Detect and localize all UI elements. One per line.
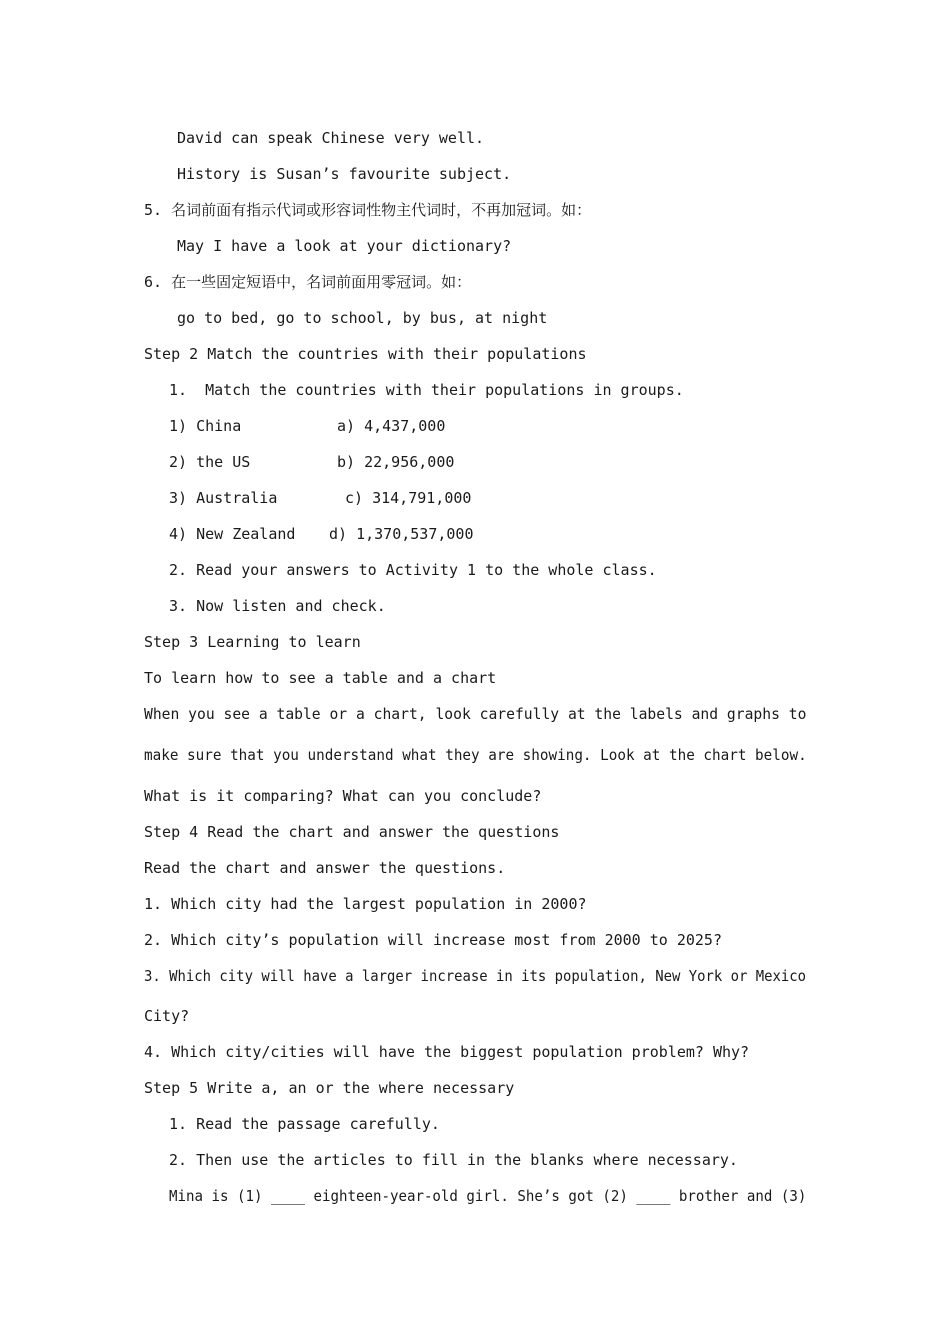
step3-paragraph-line-2: make sure that you understand what they are showing. Look at the chart below. <box>144 746 807 764</box>
step5-instruction-1: 1. Read the passage carefully. <box>169 1115 440 1133</box>
step3-subheading: To learn how to see a table and a chart <box>144 669 497 687</box>
match-country-1: 1) China <box>169 417 242 435</box>
step4-subheading: Read the chart and answer the questions. <box>144 859 506 877</box>
step3-paragraph-line-3: What is it comparing? What can you conclude? <box>144 787 542 805</box>
step3-heading: Step 3 Learning to learn <box>144 633 361 651</box>
match-country-4: 4) New Zealand <box>169 525 296 543</box>
example-phrases: go to bed, go to school, by bus, at night <box>177 309 548 327</box>
match-population-c: c) 314,791,000 <box>345 489 472 507</box>
step2-instruction-3: 3. Now listen and check. <box>169 597 386 615</box>
example-sentence: May I have a look at your dictionary? <box>177 237 512 255</box>
question-4: 4. Which city/cities will have the biggest population problem? Why? <box>144 1043 750 1061</box>
step2-instruction-1: 1. Match the countries with their populations in groups. <box>169 381 684 399</box>
step3-paragraph-line-1: When you see a table or a chart, look carefully at the labels and graphs to <box>144 705 807 723</box>
example-sentence: David can speak Chinese very well. <box>177 129 485 147</box>
example-sentence: History is Susan’s favourite subject. <box>177 165 512 183</box>
match-population-d: d) 1,370,537,000 <box>329 525 474 543</box>
question-3-line-1: 3. Which city will have a larger increase in its population, New York or Mexico <box>144 967 807 985</box>
step5-instruction-2: 2. Then use the articles to fill in the blanks where necessary. <box>169 1151 738 1169</box>
match-population-b: b) 22,956,000 <box>337 453 455 471</box>
match-country-3: 3) Australia <box>169 489 278 507</box>
question-1: 1. Which city had the largest population in 2000? <box>144 895 587 913</box>
step2-instruction-2: 2. Read your answers to Activity 1 to the whole class. <box>169 561 657 579</box>
rule-5: 5. 名词前面有指示代词或形容词性物主代词时，不再加冠词。如： <box>144 201 592 219</box>
question-2: 2. Which city’s population will increase most from 2000 to 2025? <box>144 931 722 949</box>
step5-passage: Mina is (1) ____ eighteen-year-old girl. She’s got (2) ____ brother and (3) <box>169 1187 807 1205</box>
rule-6: 6. 在一些固定短语中，名词前面用零冠词。如： <box>144 273 472 291</box>
step4-heading: Step 4 Read the chart and answer the questions <box>144 823 560 841</box>
step2-heading: Step 2 Match the countries with their populations <box>144 345 587 363</box>
step5-heading: Step 5 Write a, an or the where necessary <box>144 1079 515 1097</box>
question-3-line-2: City? <box>144 1007 190 1025</box>
match-population-a: a) 4,437,000 <box>337 417 446 435</box>
match-country-2: 2) the US <box>169 453 251 471</box>
